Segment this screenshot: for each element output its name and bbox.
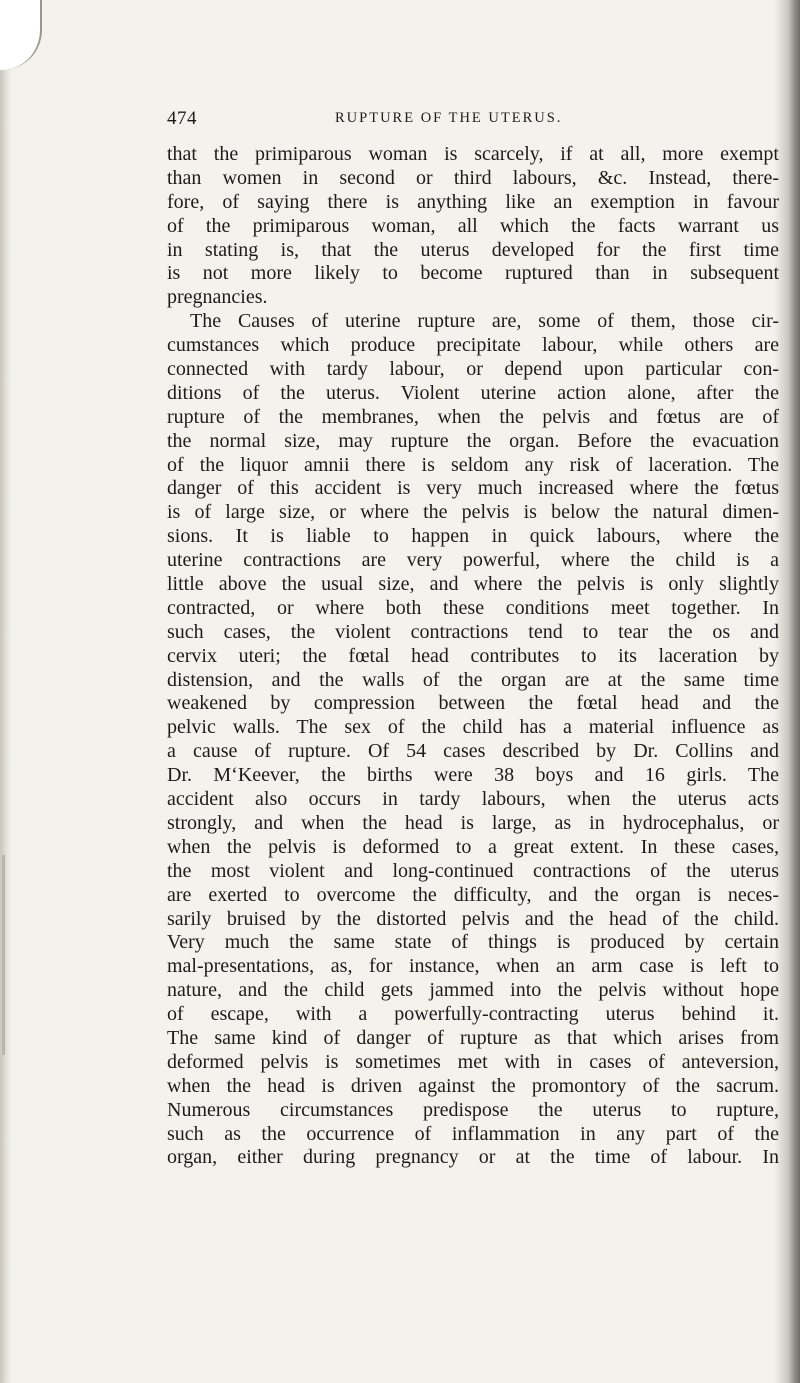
text-line: Numerous circumstances predispose the uterus to rupture, [167,1098,779,1121]
text-line: that the primiparous woman is scarcely, if at all, more exempt [167,143,779,165]
text-line: fore, of saying there is anything like an exemption in favour [167,190,779,213]
text-line: are exerted to overcome the difficulty, and the organ is neces- [167,883,779,906]
body-text [167,143,779,1170]
text-line: pregnancies. [167,286,268,309]
text-line: of the liquor amnii there is seldom any risk of laceration. The [167,453,779,476]
text-line: is of large size, or where the pelvis is below the natural dimen- [167,501,779,524]
page-number: 474 [167,108,197,129]
text-line: contracted, or where both these conditions meet together. In [167,596,779,619]
text-line: of escape, with a powerfully-contracting uterus behind it. [167,1003,779,1026]
running-head: RUPTURE OF THE UTERUS. [335,110,563,126]
text-line: nature, and the child gets jammed into the pelvis without hope [167,979,779,1002]
text-line: when the head is driven against the promontory of the sacrum. [167,1074,779,1097]
text-line: uterine contractions are very powerful, where the child is a [167,549,779,572]
text-line: such cases, the violent contractions tend to tear the os and [167,620,779,643]
text-line: rupture of the membranes, when the pelvis and fœtus are of [167,405,779,428]
text-line: the normal size, may rupture the organ. Before the evacuation [167,429,779,452]
text-line: strongly, and when the head is large, as in hydrocephalus, or [167,811,779,834]
page-header [167,108,787,132]
text-line: connected with tardy labour, or depend upon particular con- [167,358,779,381]
text-line: organ, either during pregnancy or at the time of labour. In [167,1146,779,1169]
text-line: ditions of the uterus. Violent uterine action alone, after the [167,381,779,404]
text-line: Very much the same state of things is produced by certain [167,931,779,954]
text-line: sions. It is liable to happen in quick labours, where the [167,525,779,548]
text-line: sarily bruised by the distorted pelvis and the head of the child. [167,907,779,930]
page-left-edge [0,0,12,1383]
text-line: cervix uteri; the fœtal head contributes to its laceration by [167,644,779,667]
text-line: danger of this accident is very much increased where the fœtus [167,477,779,500]
text-line: weakened by compression between the fœtal head and the [167,692,779,715]
text-line: cumstances which produce precipitate labour, while others are [167,334,779,357]
text-line: mal-presentations, as, for instance, when an arm case is left to [167,955,779,978]
binding-shadow [2,855,5,1055]
text-line: a cause of rupture. Of 54 cases described by Dr. Collins and [167,740,779,763]
text-line: than women in second or third labours, &c. Instead, there- [167,166,779,189]
text-line: the most violent and long-continued contractions of the uterus [167,859,779,882]
text-line: The same kind of danger of rupture as that which arises from [167,1026,779,1049]
text-line: is not more likely to become ruptured than in subsequent [167,262,779,285]
text-line: accident also occurs in tardy labours, when the uterus acts [167,788,779,811]
text-line: Dr. M‘Keever, the births were 38 boys and 16 girls. The [167,764,779,787]
text-line: little above the usual size, and where the pelvis is only slightly [167,573,779,596]
text-line: deformed pelvis is sometimes met with in cases of anteversion, [167,1050,779,1073]
text-line: when the pelvis is deformed to a great extent. In these cases, [167,835,779,858]
text-line: The Causes of uterine rupture are, some of them, those cir- [190,310,779,333]
text-line: distension, and the walls of the organ are at the same time [167,668,779,691]
text-line: such as the occurrence of inflammation in any part of the [167,1122,779,1145]
text-line: in stating is, that the uterus developed for the first time [167,238,779,261]
text-line: pelvic walls. The sex of the child has a material influence as [167,716,779,739]
page-corner-curl [0,0,42,70]
text-line: of the primiparous woman, all which the facts warrant us [167,214,779,237]
